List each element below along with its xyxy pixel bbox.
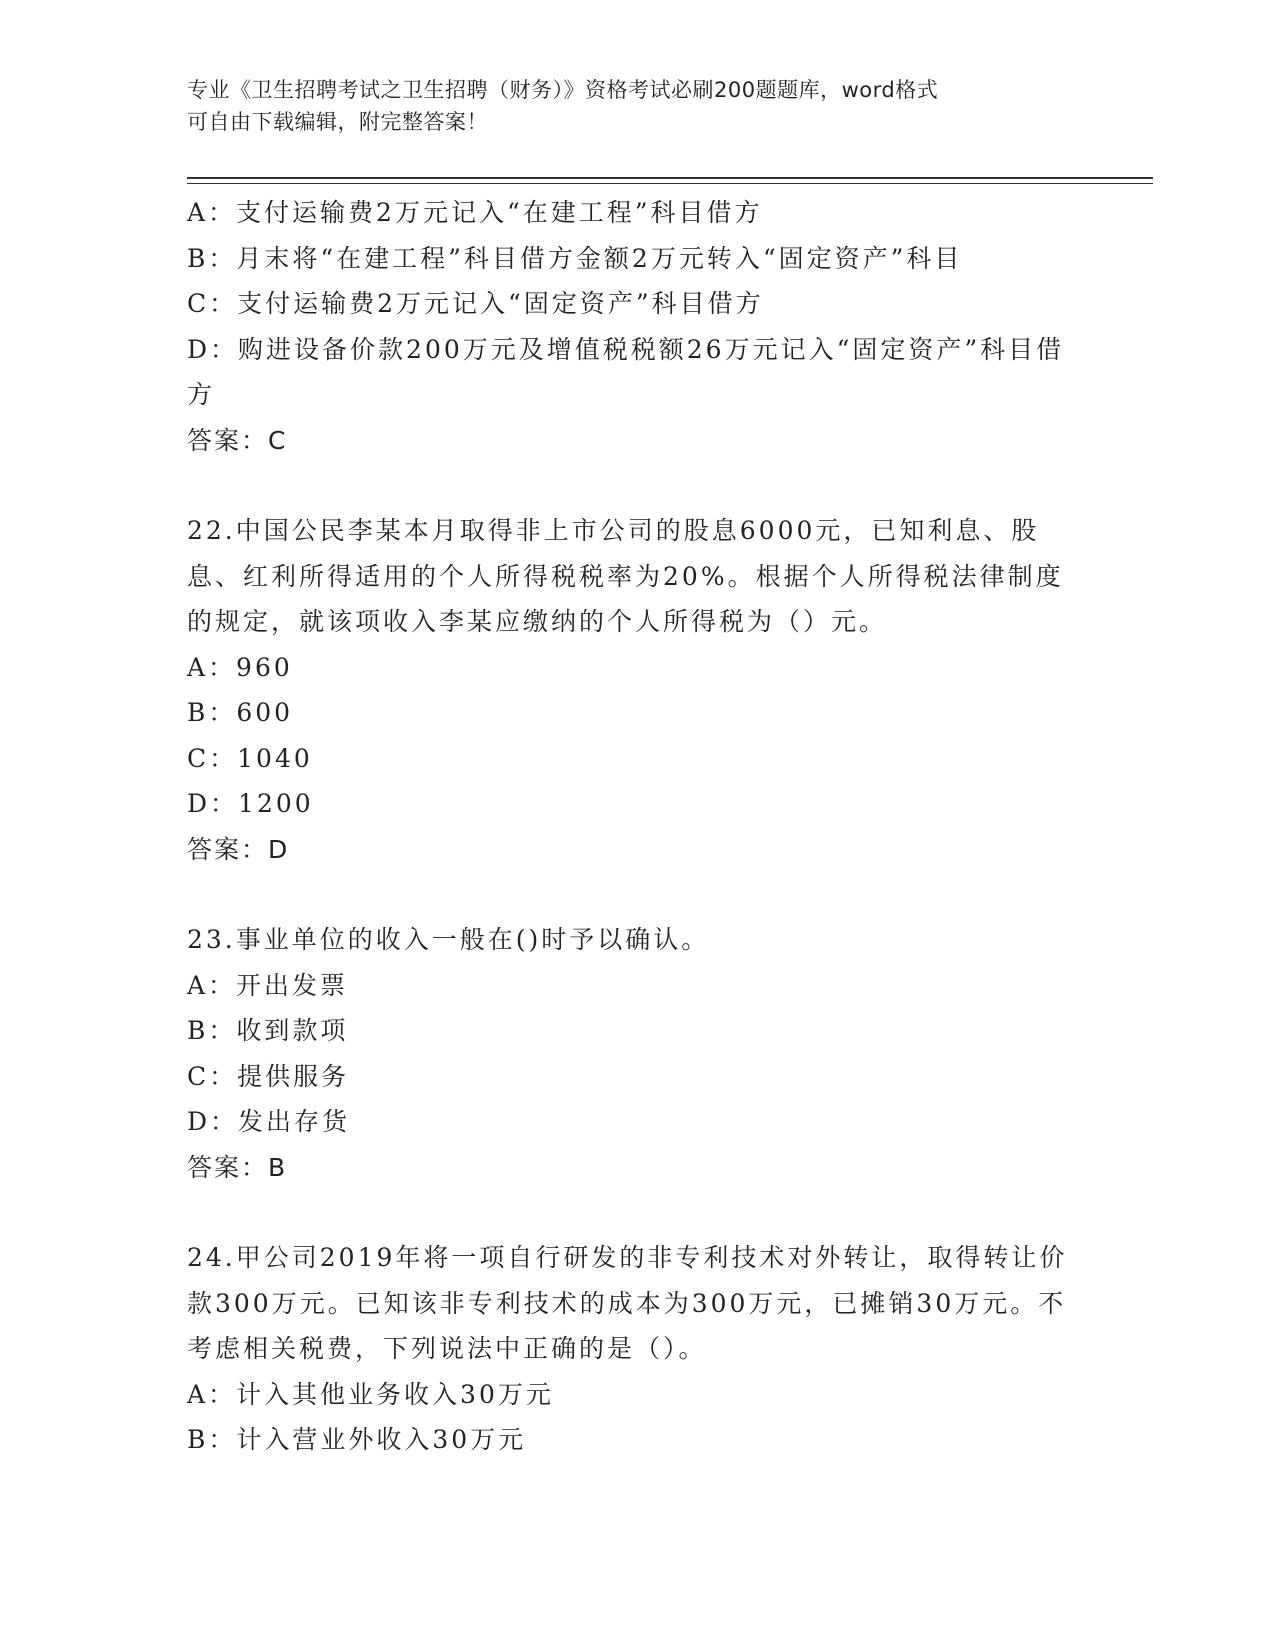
option-c: C：1040 [187,743,313,773]
header-line-2: 可自由下载编辑，附完整答案！ [187,110,488,134]
option-d: D：购进设备价款200万元及增值税税额26万元记入“固定资产”科目借方 [187,334,1065,409]
option-b: B：计入营业外收入30万元 [187,1425,527,1454]
header-rule-thick [187,177,1153,179]
answer: 答案：B [187,1152,288,1182]
answer: 答案：D [187,834,290,864]
document-header [187,74,1087,138]
option-b: B：收到款项 [187,1016,349,1045]
option-a: A：支付运输费2万元记入“在建工程”科目借方 [187,198,763,227]
option-b: B：600 [187,698,294,727]
answer: 答案：C [187,425,288,455]
question-content [187,190,1077,1463]
question-24-stem: 24.甲公司2019年将一项自行研发的非专利技术对外转让，取得转让价款300万元。已知该非专利技术的成本为300万元，已摊销30万元。不考虑相关税费，下列说法中正确的是（）。 [187,1243,1068,1363]
question-22-stem: 22.中国公民李某本月取得非上市公司的股息6000元，已知利息、股息、红利所得适用的个人所得税税率为20%。根据个人所得税法律制度的规定，就该项收入李某应缴纳的个人所得税为（）元。 [187,516,1064,636]
option-a: A：计入其他业务收入30万元 [187,1379,554,1409]
option-c: C：提供服务 [187,1061,350,1091]
option-b: B：月末将“在建工程”科目借方金额2万元转入“固定资产”科目 [187,243,963,273]
header-rule-thin [187,183,1153,184]
option-d: D：发出存货 [187,1107,351,1136]
question-23-stem: 23.事业单位的收入一般在()时予以确认。 [187,925,710,954]
option-a: A：开出发票 [187,970,349,1000]
option-c: C：支付运输费2万元记入“固定资产”科目借方 [187,289,764,318]
option-d: D：1200 [187,789,314,818]
option-a: A：960 [187,652,293,682]
header-line-1: 专业《卫生招聘考试之卫生招聘（财务）》资格考试必刷200题题库，word格式 [187,78,939,102]
